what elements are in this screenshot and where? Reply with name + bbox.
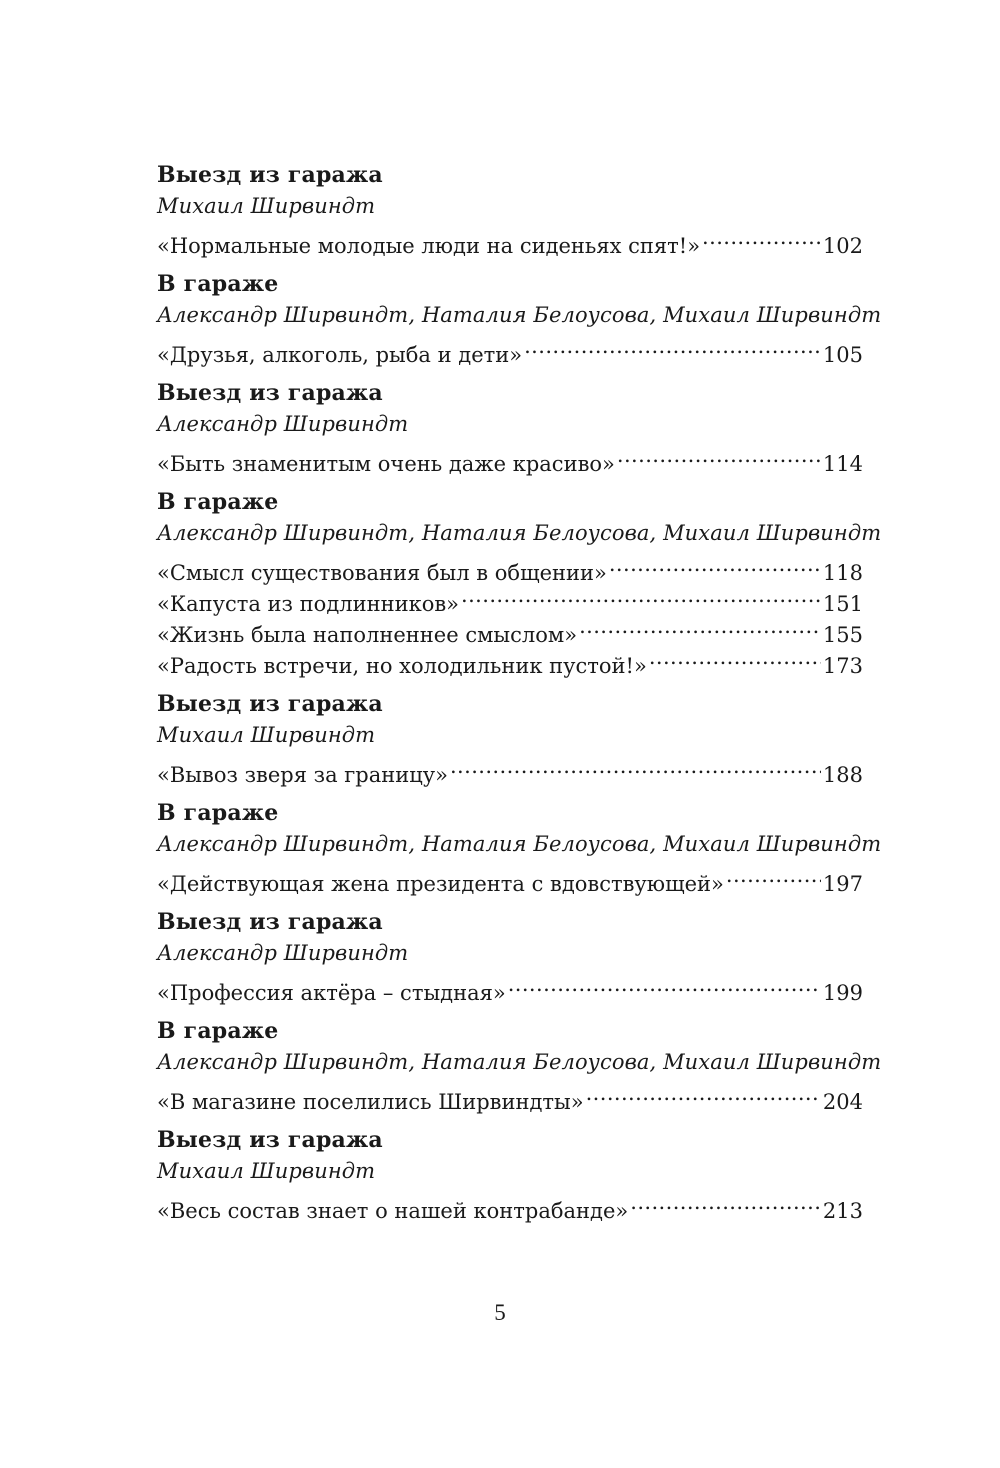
- entry-page-number: 197: [822, 872, 863, 896]
- dot-leader: [724, 860, 821, 891]
- toc-entry[interactable]: [157, 440, 863, 476]
- section-authors: Александр Ширвиндт, Наталия Белоусова, Михаил Ширвиндт: [157, 303, 882, 327]
- section-authors: Александр Ширвиндт: [157, 941, 409, 965]
- toc-entry[interactable]: [157, 860, 863, 896]
- entry-page-number: 105: [822, 343, 863, 367]
- toc-section: [157, 798, 882, 896]
- section-authors: Михаил Ширвиндт: [157, 194, 376, 218]
- entry-page-number: 188: [822, 763, 863, 787]
- entry-title: «Вывоз зверя за границу»: [157, 763, 448, 787]
- entry-page-number: 151: [822, 592, 863, 616]
- dot-leader: [459, 580, 821, 611]
- section-title: В гараже: [157, 800, 279, 826]
- page-number: 5: [494, 1300, 506, 1325]
- section-title: Выезд из гаража: [157, 909, 383, 935]
- entry-page-number: 114: [822, 452, 863, 476]
- toc-section: [157, 269, 882, 367]
- section-title: В гараже: [157, 271, 279, 297]
- entry-title: «Смысл существования был в общении»: [157, 561, 607, 585]
- section-title: В гараже: [157, 1018, 279, 1044]
- dot-leader: [522, 331, 821, 362]
- section-title: Выезд из гаража: [157, 691, 383, 717]
- table-of-contents: [157, 160, 882, 1234]
- entry-title: «Профессия актёра – стыдная»: [157, 981, 506, 1005]
- toc-section: [157, 160, 863, 258]
- dot-leader: [607, 549, 821, 580]
- toc-entry[interactable]: [157, 1187, 863, 1223]
- dot-leader: [700, 222, 821, 253]
- entry-page-number: 204: [822, 1090, 863, 1114]
- toc-section: [157, 907, 863, 1005]
- entry-title: «Друзья, алкоголь, рыба и дети»: [157, 343, 523, 367]
- section-authors: Михаил Ширвиндт: [157, 723, 376, 747]
- section-title: Выезд из гаража: [157, 1127, 383, 1153]
- entry-page-number: 118: [822, 561, 863, 585]
- dot-leader: [615, 440, 821, 471]
- entry-title: «В магазине поселились Ширвиндты»: [157, 1090, 584, 1114]
- entry-page-number: 102: [822, 234, 863, 258]
- entry-title: «Действующая жена президента с вдовствующей»: [157, 872, 724, 896]
- dot-leader: [647, 642, 821, 673]
- toc-section: [157, 487, 882, 678]
- section-authors: Александр Ширвиндт, Наталия Белоусова, Михаил Ширвиндт: [157, 521, 882, 545]
- section-authors: Александр Ширвиндт, Наталия Белоусова, Михаил Ширвиндт: [157, 1050, 882, 1074]
- entry-page-number: 213: [822, 1199, 863, 1223]
- section-authors: Александр Ширвиндт: [157, 412, 409, 436]
- toc-section: [157, 1016, 882, 1114]
- dot-leader: [628, 1187, 821, 1218]
- entry-title: «Жизнь была наполненнее смыслом»: [157, 623, 578, 647]
- section-title: Выезд из гаража: [157, 380, 383, 406]
- section-title: В гараже: [157, 489, 279, 515]
- dot-leader: [577, 611, 821, 642]
- section-authors: Александр Ширвиндт, Наталия Белоусова, Михаил Ширвиндт: [157, 832, 882, 856]
- toc-entry[interactable]: [157, 549, 863, 585]
- dot-leader: [506, 969, 821, 1000]
- toc-entry[interactable]: [157, 751, 863, 787]
- dot-leader: [448, 751, 821, 782]
- entry-page-number: 155: [822, 623, 863, 647]
- entry-title: «Радость встречи, но холодильник пустой!»: [157, 654, 647, 678]
- entry-title: «Весь состав знает о нашей контрабанде»: [157, 1199, 629, 1223]
- toc-section: [157, 1125, 863, 1223]
- toc-section: [157, 378, 863, 476]
- entry-page-number: 173: [822, 654, 863, 678]
- toc-entry[interactable]: [157, 331, 863, 367]
- section-authors: Михаил Ширвиндт: [157, 1159, 376, 1183]
- dot-leader: [584, 1078, 821, 1109]
- toc-section: [157, 689, 863, 787]
- entry-title: «Капуста из подлинников»: [157, 592, 460, 616]
- toc-entry[interactable]: [157, 1078, 863, 1114]
- entry-page-number: 199: [822, 981, 863, 1005]
- entry-title: «Нормальные молодые люди на сиденьях спят!»: [157, 234, 701, 258]
- entry-title: «Быть знаменитым очень даже красиво»: [157, 452, 615, 476]
- section-title: Выезд из гаража: [157, 162, 383, 188]
- toc-entry[interactable]: [157, 222, 863, 258]
- toc-entry[interactable]: [157, 969, 863, 1005]
